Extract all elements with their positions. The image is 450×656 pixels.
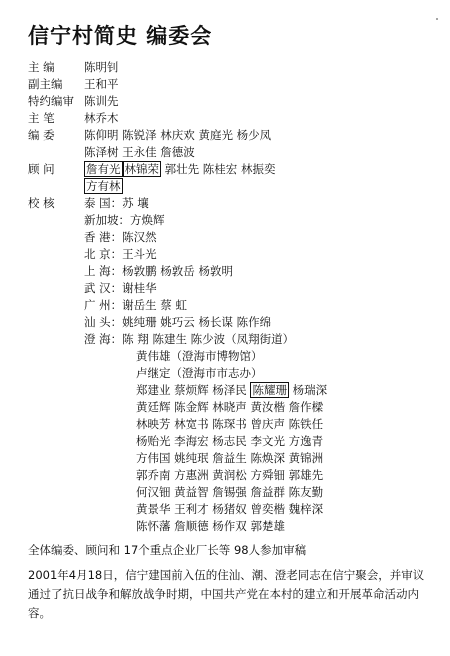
- chenghai-row-4: 杨贻光 李海宏 杨志民 李文光 方逸青: [136, 434, 324, 448]
- advisor-boxed-1: 詹有光: [86, 162, 121, 176]
- chenghai-row-6: 郭乔南 方惠洲 黄润松 方舜钿 郭雄先: [136, 468, 324, 482]
- chenghai-museum: 黄伟雄（澄海市博物馆）: [136, 349, 263, 363]
- lead-writer-row: [28, 111, 119, 125]
- review-summary: 全体编委、顾问和 17个重点企业厂长等 98人参加审稿: [28, 543, 307, 557]
- chenghai-row-2: 黄廷辉 陈金辉 林晓声 黄汝楷 詹作樑: [136, 400, 324, 414]
- committee-names-2: 陈泽树 王永佳 詹德波: [84, 145, 195, 159]
- advisor-row: [28, 162, 275, 176]
- special-reviewer-name: 陈训先: [84, 94, 119, 108]
- special-reviewer-row: [28, 94, 119, 108]
- chief-editor-name: 陈明钊: [84, 60, 119, 74]
- proofread-row: [28, 196, 149, 210]
- committee-row-2: [84, 145, 195, 159]
- committee-label: 编 委: [28, 128, 55, 142]
- scan-speck: [436, 18, 438, 20]
- region-wuhan: 武 汉：谢桂华: [84, 281, 157, 295]
- lead-writer-name: 林乔木: [84, 111, 119, 125]
- chenghai-boxed-name: 陈耀珊: [252, 383, 287, 397]
- region-shantou: 汕 头：姚纯珊 姚巧云 杨长谋 陈作绵: [84, 315, 272, 329]
- proofread-thailand: 泰 国：苏 壤: [84, 196, 149, 210]
- advisor-row-2: [84, 179, 123, 193]
- region-guangzhou: 广 州：谢岳生 蔡 虹: [84, 298, 187, 312]
- special-reviewer-label: 特约编审: [28, 94, 74, 108]
- advisor-label: 顾 问: [28, 162, 55, 176]
- advisor-boxed-2: 林锦荣: [124, 162, 159, 176]
- chief-editor-label: 主 编: [28, 60, 55, 74]
- region-singapore: 新加坡：方焕辉: [84, 213, 165, 227]
- page-title: 信宁村简史 编委会: [28, 24, 213, 48]
- deputy-editor-label: 副主编: [28, 77, 63, 91]
- proofread-label: 校 核: [28, 196, 55, 210]
- chief-editor-row: [28, 60, 119, 74]
- advisor-boxed-3: 方有林: [86, 179, 121, 193]
- region-beijing: 北 京：王斗光: [84, 247, 157, 261]
- region-hongkong: 香 港：陈汉然: [84, 230, 157, 244]
- lead-writer-label: 主 笔: [28, 111, 55, 125]
- chenghai-row-8: 黄景华 王利才 杨猪奴 曾奕楷 魏梓深: [136, 502, 324, 516]
- chenghai-row-9: 陈怀藩 詹顺德 杨作双 郭楚雄: [136, 519, 285, 533]
- committee-names-1: 陈仰明 陈锐泽 林庆欢 黄庭光 杨少凤: [84, 128, 272, 142]
- advisor-names: 郭壮先 陈桂宏 林振奕: [164, 162, 276, 176]
- deputy-editor-row: [28, 77, 119, 91]
- chenghai-row-5: 方伟国 姚纯珉 詹益生 陈焕深 黄锦洲: [136, 451, 324, 465]
- chenghai-row-7: 何汉钿 黄益智 詹锡强 詹益群 陈友勤: [136, 485, 324, 499]
- chenghai-row-1: [136, 383, 327, 397]
- chenghai-gazetteer: 卢继定（澄海市市志办）: [136, 366, 263, 380]
- chenghai-row-3: 林映芳 林宽书 陈琛书 曾庆声 陈铁任: [136, 417, 324, 431]
- region-chenghai: 澄 海：陈 翔 陈建生 陈少波（凤翔街道）: [84, 332, 295, 346]
- chenghai-names-pre: 郑建业 蔡烦辉 杨泽民: [136, 383, 247, 397]
- committee-row: [28, 128, 271, 142]
- region-shanghai: 上 海：杨敦鹏 杨敦岳 杨敦明: [84, 264, 233, 278]
- meeting-note: 2001年4月18日，信宁建国前入伍的住汕、潮、澄老同志在信宁聚会，并审议通过了抗日战争和解放战争时期，中国共产党在本村的建立和开展革命活动内容。: [28, 568, 425, 620]
- chenghai-names-post: 杨瑞深: [292, 383, 328, 397]
- deputy-editor-name: 王和平: [84, 77, 119, 91]
